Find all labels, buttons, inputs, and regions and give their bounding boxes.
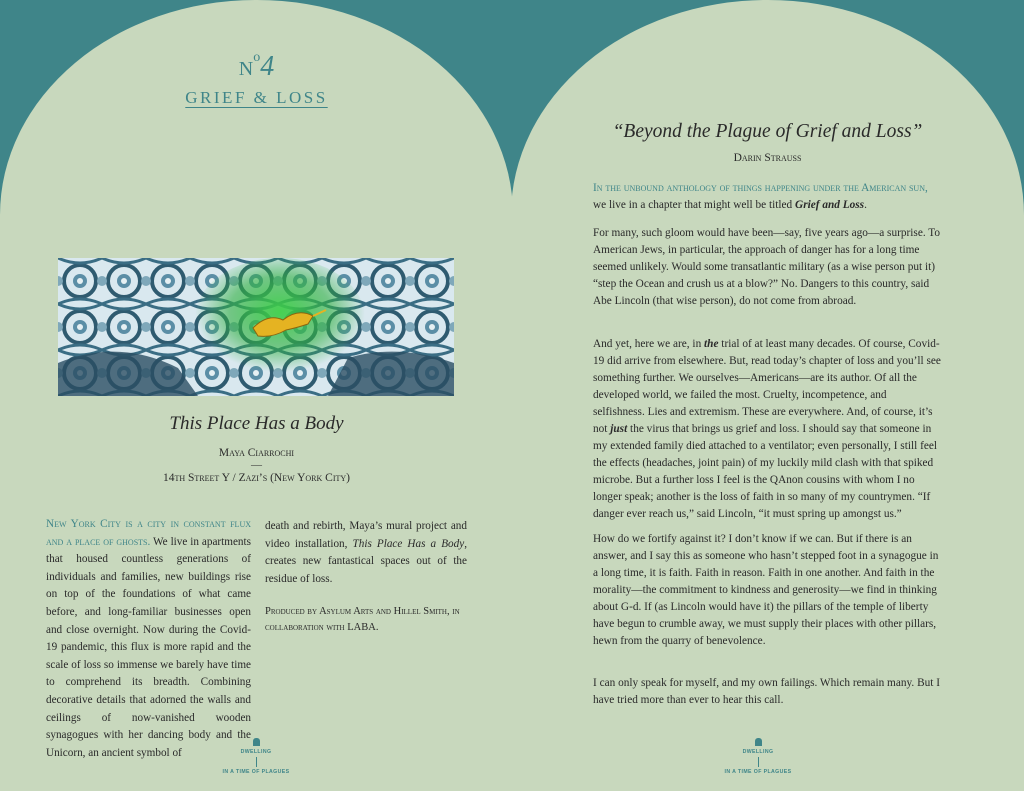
- logo-top-text: DWELLING: [240, 749, 272, 755]
- essay-author: Darin Strauss: [733, 152, 802, 164]
- body-text: , creates new fantastical spaces out of the residue of loss.: [265, 537, 467, 585]
- artist-name: Maya Ciarrochi: [218, 447, 295, 459]
- paragraph-4: How do we fortify against it? I don’t know if we can. But if there is an answer, and I say this as someone who hasn’t stepped foot in a synagogue in a long time, it is faith. Faith in reason. Faith in one another. And faith in the morality—the commitment to kindness and generosity—we find in thinking about G-d. If (as Lincoln would have it) the pillars of the temple of liberty have begun to crumble away, we must supply their places with other pillars, hewn from the quarry of benevolence.: [593, 533, 939, 647]
- lead-in: In the unbound anthology of things happening under the American sun,: [593, 182, 928, 194]
- credit-line: Produced by Asylum Arts and Hillel Smith, in collaboration with LABA.: [265, 606, 460, 633]
- dwelling-logo: [206, 738, 306, 775]
- logo-bottom-text: IN A TIME OF PLAGUES: [222, 769, 290, 775]
- section-title: GRIEF & LOSS: [185, 88, 328, 107]
- logo-divider: [256, 757, 257, 767]
- paragraph-1: [593, 180, 941, 214]
- logo-bottom-text: IN A TIME OF PLAGUES: [724, 769, 792, 775]
- left-column-1: [46, 516, 251, 762]
- house-icon: [253, 738, 260, 746]
- emphasis: just: [610, 423, 628, 435]
- paragraph-5: I can only speak for myself, and my own failings. Which remain many. But I have tried more than ever to hear this call.: [593, 677, 940, 706]
- mural-image: [58, 258, 454, 396]
- issue-number: $N^o4$: [238, 50, 275, 82]
- essay-title: “Beyond the Plague of Grief and Loss”: [612, 121, 923, 142]
- logo-top-text: DWELLING: [742, 749, 774, 755]
- lead-in: New York City is a city in constant flux and a place of ghosts.: [46, 518, 251, 548]
- house-icon: [755, 738, 762, 746]
- body-text: trial of at least many decades. Of course, Covid-19 did arrive from elsewhere. But, read today’s chapter of loss and you’ll see something further. We ourselves—Americans—are its author. Of all the developed world, we failed the most. Cruelty, incompetence, and selfishness. Lies and extremism. These are everywhere. And, of course, it’s not: [593, 338, 941, 435]
- emphasis: Grief and Loss: [795, 199, 865, 211]
- emphasis: the: [704, 338, 719, 350]
- body-text: we live in a chapter that might well be titled: [593, 199, 796, 211]
- body-text: We live in apartments that housed countless generations of individuals and families, new buildings rise on top of the foundations of what came before, and long-familiar businesses open and close overnight. Now during the Covid-19 pandemic, this flux is more rapid and the scale of loss so immense we barely have time to comprehend its breadth. Combining decorative details that adorned the walls and ceilings of now-vanished wooden synagogues with her dancing body and the Unicorn, an ancient symbol of: [46, 535, 251, 759]
- body-text: death and rebirth, Maya’s mural project and video installation,: [265, 520, 467, 550]
- venue: 14th Street Y / Zazi’s (New York City): [162, 472, 350, 484]
- dwelling-logo: [708, 738, 808, 775]
- body-text: .: [864, 199, 867, 211]
- paragraph-2: For many, such gloom would have been—say, five years ago—a surprise. To American Jews, in particular, the approach of danger has for a long time seemed unlikely. Would some transatlantic military (as a wise person put it) “step the Ocean and crush us at a blow?” No. Dangers to this country, said Abe Lincoln (that wise person), do not come from abroad.: [593, 227, 941, 307]
- left-column-2: [265, 518, 467, 635]
- logo-divider: [758, 757, 759, 767]
- body-text: the virus that brings us grief and loss. I should say that someone in my extended family died attached to a ventilator; even personally, I still feel the effects (headaches, joint pain) of my luckily mild clash with that spiked microbe. But a further loss I feel is the QAnon cousins with whom I no longer speak; another is the loss of faith in so many of my countrymen. “If danger ever reach us,” said Lincoln, “it must spring up amongst us.”: [593, 423, 938, 520]
- paragraph-3: [593, 336, 941, 523]
- body-text: And yet, here we are, in: [593, 338, 705, 350]
- byline-dash: —: [251, 459, 262, 471]
- artwork-title: This Place Has a Body: [169, 413, 344, 434]
- artwork-title-inline: This Place Has a Body: [352, 537, 465, 550]
